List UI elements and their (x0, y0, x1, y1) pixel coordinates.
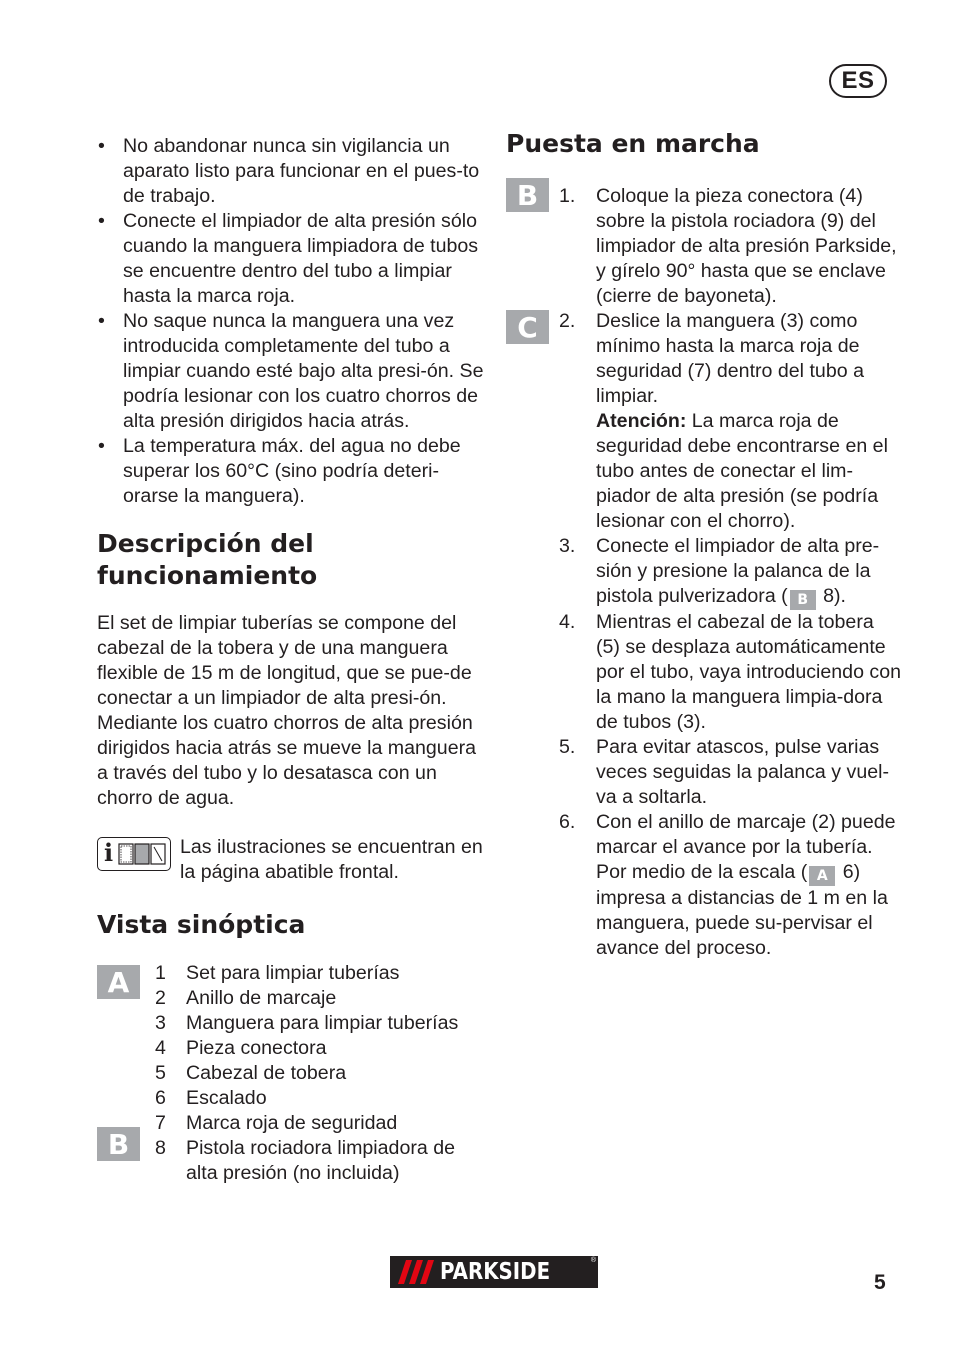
info-note-text: Las ilustraciones se encuentran en la página abatible frontal. (180, 836, 483, 883)
list-item: 6 Escalado (155, 1087, 267, 1109)
attention-label: Atención: (596, 410, 687, 432)
logo-stripes-icon (390, 1256, 440, 1288)
list-item: 3. Conecte el limpiador de alta pre-sión y presione la palanca de la pistola pulverizadora ( B 8). (559, 535, 880, 608)
section-heading-puesta: Puesta en marcha (506, 129, 760, 158)
info-book-icon: i (97, 837, 171, 871)
list-item: • No abandonar nunca sin vigilancia un aparato listo para funcionar en el pues-to de trabajo. (97, 134, 487, 209)
right-column (506, 128, 901, 961)
figure-ref-badge: B (790, 590, 816, 610)
left-column (97, 134, 487, 1186)
info-note (97, 835, 487, 885)
steps-list (506, 178, 901, 961)
safety-bullet-list (97, 134, 487, 509)
list-item: 1 Set para limpiar tuberías (155, 962, 400, 984)
figure-badge-a: A (97, 965, 140, 999)
registered-mark: ® (590, 1257, 596, 1264)
logo-wordmark: PARKSIDE (440, 1259, 551, 1285)
list-item: • La temperatura máx. del agua no debe superar los 60°C (sino podría deteri-orarse la manguera). (97, 434, 487, 509)
language-badge: ES (829, 64, 887, 98)
page-number: 5 (874, 1271, 886, 1294)
list-item: 5 Cabezal de tobera (155, 1062, 347, 1084)
heading-line: funcionamiento (97, 561, 318, 590)
figure-ref-badge: A (809, 866, 835, 886)
list-item: 2. Deslice la manguera (3) como mínimo hasta la marca roja de seguridad (7) dentro del tubo a limpiar. Atención: La marca roja de seguridad debe encontrarse en el tubo antes de conectar el lim-piador de alta presión (se podría lesionar con el chorro). (559, 310, 888, 532)
list-item: 4 Pieza conectora (155, 1037, 327, 1059)
list-item: 3 Manguera para limpiar tuberías (155, 1012, 459, 1034)
section-heading-vista: Vista sinóptica (97, 910, 306, 939)
list-item: 8 Pistola rociadora limpiadora de alta presión (no incluida) (155, 1137, 456, 1184)
figure-badge-b: B (97, 1127, 140, 1161)
figure-badge-b: B (506, 178, 549, 212)
list-item: 6. Con el anillo de marcaje (2) puede marcar el avance por la tubería. Por medio de la escala ( A 6) impresa a distancias de 1 m en la manguera, puede su-pervisar el avance del proceso. (559, 811, 896, 959)
list-item: • No saque nunca la manguera una vez introducida completamente del tubo a limpiar cuando esté bajo alta presi-ón. Se podría lesionar con los cuatro chorros de alta presión dirigidos hacia atrás. (97, 309, 487, 434)
figure-badge-c: C (506, 310, 549, 344)
list-item: 4. Mientras el cabezal de la tobera (5) se desplaza automáticamente por el tubo, vaya introduciendo con la mano la manguera limpia-dora de tubos (3). (559, 611, 901, 733)
list-item: 7 Marca roja de seguridad (155, 1112, 398, 1134)
section-heading-descripcion (97, 528, 487, 592)
parts-list (97, 961, 487, 1186)
list-item: 2 Anillo de marcaje (155, 987, 337, 1009)
list-item: 5. Para evitar atascos, pulse varias veces seguidas la palanca y vuel-va a soltarla. (559, 736, 889, 808)
heading-line: Descripción del (97, 529, 314, 558)
list-item: • Conecte el limpiador de alta presión sólo cuando la manguera limpiadora de tubos se encuentre dentro del tubo a limpiar hasta la marca roja. (97, 209, 487, 309)
list-item: 1. Coloque la pieza conectora (4) sobre la pistola rociadora (9) del limpiador de alta presión Parkside, y gírelo 90° hasta que se enclave (cierre de bayoneta). (559, 185, 897, 307)
parkside-logo (390, 1256, 598, 1288)
description-paragraph: El set de limpiar tuberías se compone del cabezal de la tobera y de una manguera flexible de 15 m de longitud, que se pue-de conectar a un limpiador de alta presi-ón. Mediante los cuatro chorros de alta presión dirigidos hacia atrás se mueve la manguera a través del tubo y lo desatasca con un chorro de agua. (97, 612, 477, 809)
